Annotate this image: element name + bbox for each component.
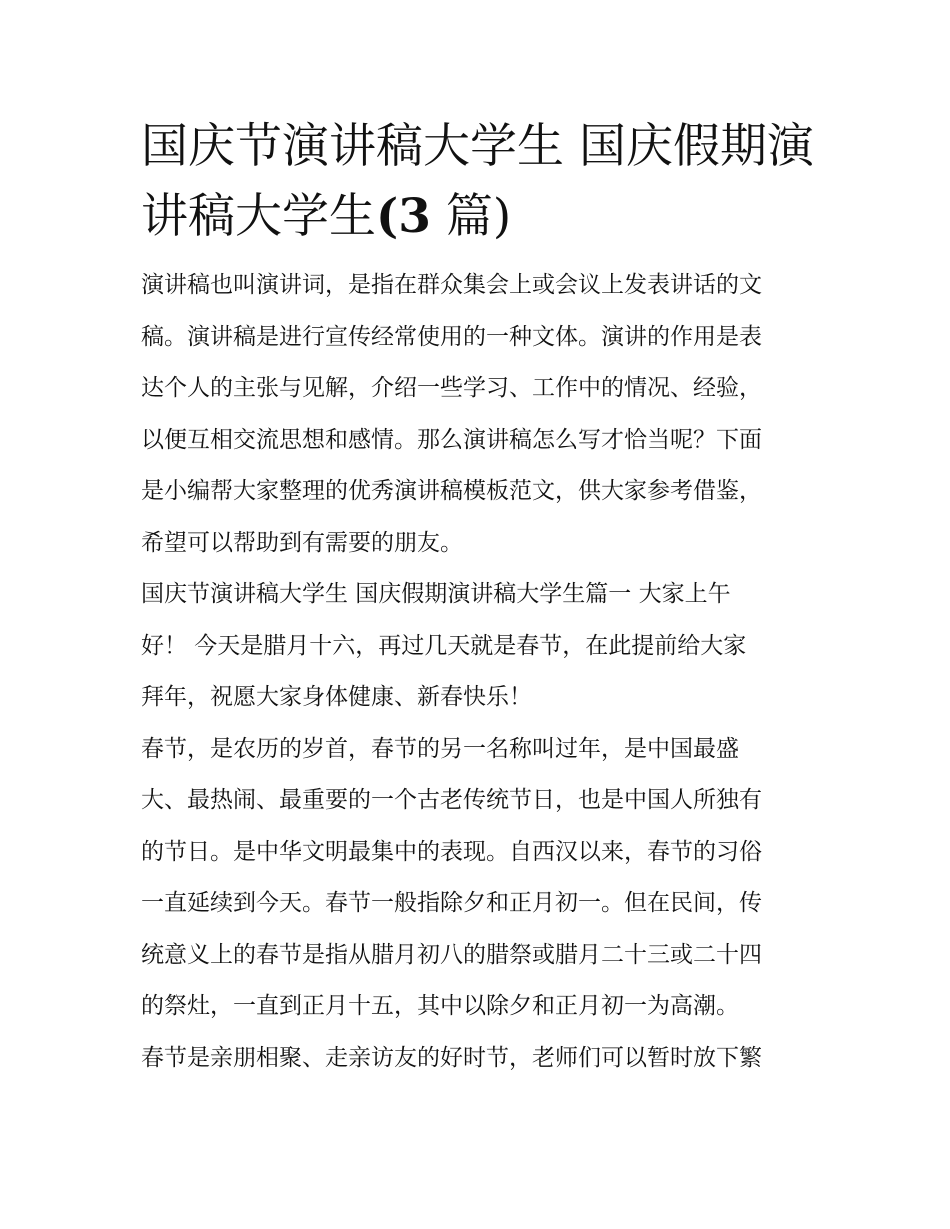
intro-line: 稿。演讲稿是进行宣传经常使用的一种文体。演讲的作用是表 — [141, 323, 762, 350]
section2-line: 统意义上的春节是指从腊月初八的腊祭或腊月二十三或二十四 — [141, 941, 762, 968]
intro-line: 演讲稿也叫演讲词，是指在群众集会上或会议上发表讲话的文 — [141, 272, 762, 298]
document-content — [141, 112, 817, 1084]
section2-line: 的祭灶，一直到正月十五，其中以除夕和正月初一为高潮。 — [141, 993, 739, 1019]
title-suffix: 篇) — [430, 189, 512, 244]
section1-line: 拜年，祝愿大家身体健康、新春快乐！ — [141, 684, 532, 710]
intro-line: 是小编帮大家整理的优秀演讲稿模板范文，供大家参考借鉴， — [141, 478, 762, 504]
intro-line: 达个人的主张与见解，介绍一些学习、工作中的情况、经验， — [141, 375, 762, 401]
intro-line: 希望可以帮助到有需要的朋友。 — [141, 529, 463, 556]
intro-line: 以便互相交流思想和感情。那么演讲稿怎么写才恰当呢？下面 — [141, 426, 762, 453]
section2-line: 的节日。是中华文明最集中的表现。自西汉以来，春节的习俗 — [141, 838, 762, 865]
document-title — [141, 112, 817, 252]
section1-paragraph — [141, 569, 817, 724]
intro-paragraph — [141, 260, 817, 569]
section3-paragraph — [141, 1033, 817, 1085]
section2-line: 春节，是农历的岁首，春节的另一名称叫过年，是中国最盛 — [141, 735, 739, 762]
title-text: 国庆节演讲稿大学生 国庆假期演讲稿大学生 — [141, 119, 814, 244]
section3-line: 春节是亲朋相聚、走亲访友的好时节，老师们可以暂时放下繁 — [141, 1044, 762, 1071]
section1-line: 好！ 今天是腊月十六，再过几天就是春节，在此提前给大家 — [141, 632, 747, 659]
section1-line: 国庆节演讲稿大学生 国庆假期演讲稿大学生篇一 大家上午 — [141, 581, 731, 607]
section2-line: 一直延续到今天。春节一般指除夕和正月初一。但在民间，传 — [141, 890, 762, 916]
section2-paragraph — [141, 724, 817, 1033]
section2-line: 大、最热闹、最重要的一个古老传统节日，也是中国人所独有 — [141, 787, 762, 813]
title-count: (3 — [376, 189, 431, 244]
